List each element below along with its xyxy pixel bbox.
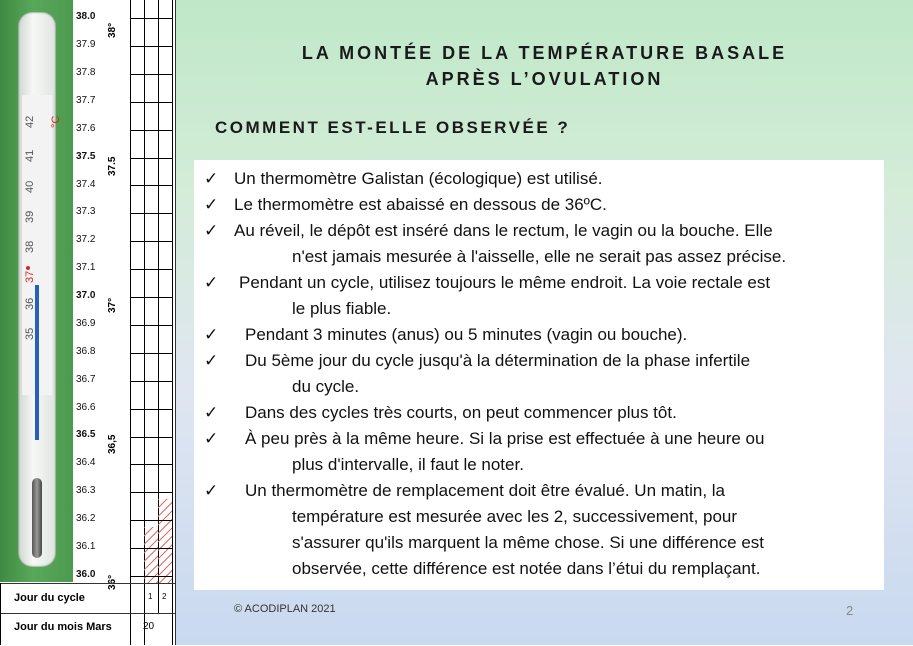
row-day-label: Jour du cycle — [14, 592, 85, 604]
temp-label-37-9: 37.9 — [76, 39, 96, 50]
grid-tick — [130, 269, 172, 270]
grid-tick — [130, 185, 172, 186]
item-text: Un thermomètre de remplacement doit être évalué. Un matin, la — [245, 481, 726, 500]
grid-tick — [130, 437, 172, 438]
row-day-of-cycle — [0, 583, 175, 614]
list-item — [204, 270, 869, 322]
check-icon: ✓ — [204, 351, 219, 370]
temp-label-37-0: 37.0 — [76, 290, 96, 301]
grid-tick — [130, 548, 172, 549]
temp-label-37-6: 37.6 — [76, 123, 96, 134]
thermo-number-42: 42 — [24, 115, 36, 128]
title-line-2: APRÈS L’OVULATION — [425, 69, 664, 89]
grid-tick — [130, 381, 172, 382]
thermo-number-35: 35 — [24, 327, 36, 340]
grid-tick — [130, 74, 172, 75]
check-icon: ✓ — [204, 481, 219, 500]
list-item — [204, 400, 869, 426]
half-label-36-5: 36,5 — [107, 434, 118, 454]
temp-label-36-0: 36.0 — [76, 569, 96, 580]
temp-label-37-1: 37.1 — [76, 262, 96, 273]
cycle-day-2: 2 — [162, 592, 167, 601]
temp-label-36-4: 36.4 — [76, 457, 96, 468]
check-icon: ✓ — [204, 273, 219, 292]
grid-tick — [130, 158, 172, 159]
grid-tick — [130, 325, 172, 326]
grid-tick — [130, 213, 172, 214]
temperature-chart-panel — [0, 0, 176, 645]
grid-tick — [130, 353, 172, 354]
red-dot-marker — [26, 266, 30, 270]
grid-tick — [130, 464, 172, 465]
check-icon: ✓ — [204, 429, 219, 448]
item-text-continued: n'est jamais mesurée à l'aisselle, elle ne serait pas assez précise. — [292, 247, 787, 266]
list-item — [204, 192, 869, 218]
check-icon: ✓ — [204, 221, 219, 240]
item-text-continued: du cycle. — [292, 377, 360, 396]
thermometer-photo — [0, 0, 73, 582]
list-item — [204, 426, 869, 478]
temp-label-36-5: 36.5 — [76, 429, 96, 440]
temp-label-36-2: 36.2 — [76, 513, 96, 524]
grid-tick — [130, 492, 172, 493]
temp-label-37-8: 37.8 — [76, 67, 96, 78]
grid-tick — [130, 576, 172, 577]
grid-tick — [130, 130, 172, 131]
half-label-37-5: 37.5 — [107, 156, 118, 176]
hatched-cell — [158, 499, 172, 583]
temp-label-37-4: 37.4 — [76, 179, 96, 190]
item-text-continued: s'assurer qu'ils marquent la même chose. Si une différence est — [292, 533, 765, 552]
thermo-unit: °C — [50, 115, 62, 128]
item-text: Au réveil, le dépôt est inséré dans le rectum, le vagin ou la bouche. Elle — [234, 221, 773, 240]
temp-label-37-7: 37.7 — [76, 95, 96, 106]
hatched-cell — [144, 527, 158, 583]
thermo-number-37: 37 — [24, 270, 36, 283]
temp-label-36-1: 36.1 — [76, 541, 96, 552]
list-item — [204, 478, 869, 582]
item-text-continued: plus d'intervalle, il faut le noter. — [292, 455, 524, 474]
check-icon: ✓ — [204, 195, 219, 214]
thermo-number-38: 38 — [24, 240, 36, 253]
grid-tick — [130, 409, 172, 410]
temp-label-37-2: 37.2 — [76, 234, 96, 245]
thermo-number-39: 39 — [24, 210, 36, 223]
half-label-38: 38° — [107, 22, 118, 38]
list-item — [204, 348, 869, 400]
item-text: Dans des cycles très courts, on peut commencer plus tôt. — [245, 403, 677, 422]
content-box — [194, 160, 884, 590]
slide-title — [176, 40, 913, 92]
item-text-continued: température est mesurée avec les 2, successivement, pour — [292, 507, 738, 526]
grid-tick — [130, 520, 172, 521]
check-icon: ✓ — [204, 403, 219, 422]
grid-tick — [130, 18, 172, 19]
item-text: Du 5ème jour du cycle jusqu'à la détermination de la phase infertile — [245, 351, 751, 370]
cycle-day-1: 1 — [148, 592, 153, 601]
row-month-label: Jour du mois Mars — [14, 621, 112, 633]
grid-tick — [130, 241, 172, 242]
temp-label-37-5: 37.5 — [76, 151, 96, 162]
grid-tick — [130, 102, 172, 103]
copyright-footer: © ACODIPLAN 2021 — [234, 603, 336, 615]
item-text-continued: le plus fiable. — [292, 299, 392, 318]
thermo-number-40: 40 — [24, 180, 36, 193]
list-item — [204, 218, 869, 270]
thermo-number-36: 36 — [24, 297, 36, 310]
temp-label-36-9: 36.9 — [76, 318, 96, 329]
item-text-continued: observée, cette différence est notée dans l’étui du remplaçant. — [292, 559, 761, 578]
item-text: Pendant un cycle, utilisez toujours le même endroit. La voie rectale est — [239, 273, 771, 292]
thermo-number-41: 41 — [24, 149, 36, 162]
temp-label-36-7: 36.7 — [76, 374, 96, 385]
check-icon: ✓ — [204, 169, 219, 188]
item-text: Un thermomètre Galistan (écologique) est utilisé. — [234, 169, 603, 188]
half-label-36: 36° — [107, 574, 118, 590]
grid-vline — [172, 0, 173, 645]
temp-label-36-6: 36.6 — [76, 402, 96, 413]
row-day-of-month — [0, 613, 175, 646]
grid-tick — [130, 297, 172, 298]
grid-vline — [0, 583, 1, 645]
list-item — [204, 322, 869, 348]
grid-tick — [130, 46, 172, 47]
temp-label-36-8: 36.8 — [76, 346, 96, 357]
slide — [176, 0, 913, 645]
temp-label-38-0: 38.0 — [76, 11, 96, 22]
item-text: Pendant 3 minutes (anus) ou 5 minutes (vagin ou bouche). — [245, 325, 688, 344]
title-line-1: LA MONTÉE DE LA TEMPÉRATURE BASALE — [301, 43, 788, 63]
thermometer-bulb — [32, 478, 42, 558]
item-text: À peu près à la même heure. Si la prise est effectuée à une heure ou — [245, 429, 765, 448]
slide-subtitle: COMMENT EST-ELLE OBSERVÉE ? — [215, 118, 571, 137]
list-item — [204, 166, 869, 192]
page-number: 2 — [846, 603, 854, 618]
temp-label-36-3: 36.3 — [76, 485, 96, 496]
check-icon: ✓ — [204, 325, 219, 344]
half-label-37: 37° — [107, 297, 118, 313]
month-day-20: 20 — [143, 621, 155, 632]
temp-label-37-3: 37.3 — [76, 206, 96, 217]
item-text: Le thermomètre est abaissé en dessous de 36ºC. — [234, 195, 607, 214]
